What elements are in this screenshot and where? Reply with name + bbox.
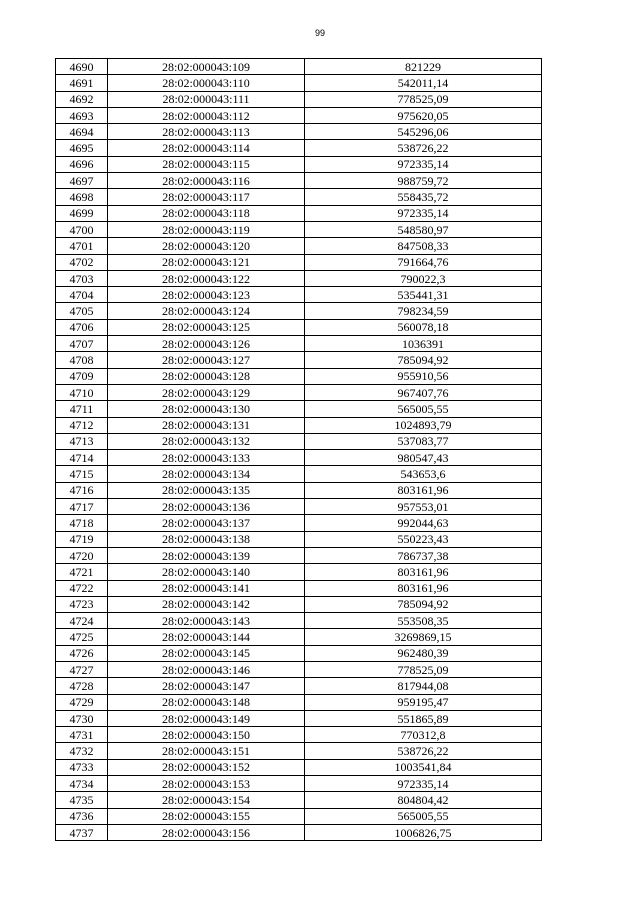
table-row	[56, 678, 542, 694]
row-number-cell: 4701	[56, 238, 108, 254]
cadastral-value-cell: 543653,6	[305, 466, 542, 482]
row-number-cell: 4722	[56, 580, 108, 596]
cadastral-number-cell: 28:02:000043:139	[108, 547, 305, 563]
cadastral-value-cell: 1006826,75	[305, 824, 542, 840]
cadastral-value-cell: 778525,09	[305, 91, 542, 107]
table-row	[56, 515, 542, 531]
table-row	[56, 661, 542, 677]
cadastral-number-cell: 28:02:000043:149	[108, 710, 305, 726]
cadastral-value-cell: 980547,43	[305, 450, 542, 466]
row-number-cell: 4725	[56, 629, 108, 645]
cadastral-number-cell: 28:02:000043:123	[108, 287, 305, 303]
row-number-cell: 4709	[56, 368, 108, 384]
cadastral-number-cell: 28:02:000043:117	[108, 189, 305, 205]
cadastral-value-cell: 959195,47	[305, 694, 542, 710]
table-row	[56, 710, 542, 726]
cadastral-value-cell: 778525,09	[305, 661, 542, 677]
cadastral-value-cell: 558435,72	[305, 189, 542, 205]
row-number-cell: 4708	[56, 352, 108, 368]
cadastral-value-cell: 817944,08	[305, 678, 542, 694]
row-number-cell: 4694	[56, 124, 108, 140]
table-row	[56, 254, 542, 270]
cadastral-number-cell: 28:02:000043:137	[108, 515, 305, 531]
table-row	[56, 303, 542, 319]
row-number-cell: 4693	[56, 107, 108, 123]
cadastral-value-cell: 550223,43	[305, 531, 542, 547]
row-number-cell: 4704	[56, 287, 108, 303]
cadastral-number-cell: 28:02:000043:121	[108, 254, 305, 270]
row-number-cell: 4728	[56, 678, 108, 694]
cadastral-value-cell: 553508,35	[305, 613, 542, 629]
cadastral-number-cell: 28:02:000043:125	[108, 319, 305, 335]
row-number-cell: 4719	[56, 531, 108, 547]
cadastral-value-cell: 791664,76	[305, 254, 542, 270]
row-number-cell: 4705	[56, 303, 108, 319]
row-number-cell: 4727	[56, 661, 108, 677]
cadastral-number-cell: 28:02:000043:115	[108, 156, 305, 172]
table-row	[56, 352, 542, 368]
row-number-cell: 4690	[56, 59, 108, 75]
row-number-cell: 4717	[56, 499, 108, 515]
cadastral-value-cell: 821229	[305, 59, 542, 75]
table-row	[56, 221, 542, 237]
table-row	[56, 792, 542, 808]
cadastral-value-cell: 803161,96	[305, 482, 542, 498]
table-row	[56, 808, 542, 824]
row-number-cell: 4707	[56, 336, 108, 352]
cadastral-value-cell: 992044,63	[305, 515, 542, 531]
cadastral-number-cell: 28:02:000043:151	[108, 743, 305, 759]
row-number-cell: 4737	[56, 824, 108, 840]
table-row	[56, 580, 542, 596]
row-number-cell: 4714	[56, 450, 108, 466]
cadastral-number-cell: 28:02:000043:143	[108, 613, 305, 629]
row-number-cell: 4711	[56, 401, 108, 417]
cadastral-number-cell: 28:02:000043:152	[108, 759, 305, 775]
row-number-cell: 4731	[56, 727, 108, 743]
table-row	[56, 629, 542, 645]
cadastral-number-cell: 28:02:000043:122	[108, 270, 305, 286]
table-row	[56, 727, 542, 743]
cadastral-value-cell: 542011,14	[305, 75, 542, 91]
table-row	[56, 336, 542, 352]
row-number-cell: 4698	[56, 189, 108, 205]
cadastral-number-cell: 28:02:000043:153	[108, 776, 305, 792]
table-row	[56, 564, 542, 580]
cadastral-value-cell: 1003541,84	[305, 759, 542, 775]
table-row	[56, 205, 542, 221]
cadastral-value-cell: 955910,56	[305, 368, 542, 384]
cadastral-number-cell: 28:02:000043:131	[108, 417, 305, 433]
table-row	[56, 173, 542, 189]
cadastral-number-cell: 28:02:000043:146	[108, 661, 305, 677]
table-row	[56, 287, 542, 303]
row-number-cell: 4721	[56, 564, 108, 580]
table-row	[56, 499, 542, 515]
cadastral-number-cell: 28:02:000043:150	[108, 727, 305, 743]
table-row	[56, 531, 542, 547]
table-row	[56, 124, 542, 140]
cadastral-value-cell: 790022,3	[305, 270, 542, 286]
table-row	[56, 450, 542, 466]
cadastral-number-cell: 28:02:000043:133	[108, 450, 305, 466]
cadastral-value-cell: 535441,31	[305, 287, 542, 303]
table-row	[56, 319, 542, 335]
cadastral-number-cell: 28:02:000043:110	[108, 75, 305, 91]
cadastral-value-cell: 967407,76	[305, 384, 542, 400]
cadastral-number-cell: 28:02:000043:128	[108, 368, 305, 384]
row-number-cell: 4699	[56, 205, 108, 221]
cadastral-value-cell: 786737,38	[305, 547, 542, 563]
row-number-cell: 4729	[56, 694, 108, 710]
cadastral-value-cell: 1024893,79	[305, 417, 542, 433]
cadastral-number-cell: 28:02:000043:141	[108, 580, 305, 596]
table-row	[56, 776, 542, 792]
cadastral-number-cell: 28:02:000043:120	[108, 238, 305, 254]
cadastral-value-cell: 975620,05	[305, 107, 542, 123]
cadastral-number-cell: 28:02:000043:155	[108, 808, 305, 824]
table-row	[56, 596, 542, 612]
cadastral-number-cell: 28:02:000043:118	[108, 205, 305, 221]
table-row	[56, 433, 542, 449]
cadastral-number-cell: 28:02:000043:134	[108, 466, 305, 482]
row-number-cell: 4692	[56, 91, 108, 107]
cadastral-number-cell: 28:02:000043:142	[108, 596, 305, 612]
cadastral-value-cell: 972335,14	[305, 205, 542, 221]
table-row	[56, 417, 542, 433]
cadastral-value-cell: 545296,06	[305, 124, 542, 140]
cadastral-value-cell: 770312,8	[305, 727, 542, 743]
table-row	[56, 384, 542, 400]
row-number-cell: 4730	[56, 710, 108, 726]
cadastral-value-cell: 803161,96	[305, 564, 542, 580]
row-number-cell: 4723	[56, 596, 108, 612]
cadastral-number-cell: 28:02:000043:136	[108, 499, 305, 515]
cadastral-value-cell: 785094,92	[305, 596, 542, 612]
table-row	[56, 91, 542, 107]
cadastral-number-cell: 28:02:000043:132	[108, 433, 305, 449]
table-row	[56, 107, 542, 123]
table-row	[56, 613, 542, 629]
row-number-cell: 4726	[56, 645, 108, 661]
table-row	[56, 759, 542, 775]
row-number-cell: 4710	[56, 384, 108, 400]
cadastral-number-cell: 28:02:000043:124	[108, 303, 305, 319]
cadastral-number-cell: 28:02:000043:114	[108, 140, 305, 156]
row-number-cell: 4715	[56, 466, 108, 482]
table-body	[56, 59, 542, 841]
cadastral-number-cell: 28:02:000043:127	[108, 352, 305, 368]
row-number-cell: 4724	[56, 613, 108, 629]
cadastral-value-cell: 538726,22	[305, 140, 542, 156]
cadastral-value-cell: 1036391	[305, 336, 542, 352]
cadastral-value-cell: 548580,97	[305, 221, 542, 237]
table-row	[56, 238, 542, 254]
row-number-cell: 4716	[56, 482, 108, 498]
table-row	[56, 401, 542, 417]
row-number-cell: 4696	[56, 156, 108, 172]
row-number-cell: 4720	[56, 547, 108, 563]
cadastral-value-cell: 803161,96	[305, 580, 542, 596]
page-number: 99	[314, 28, 325, 38]
cadastral-number-cell: 28:02:000043:135	[108, 482, 305, 498]
row-number-cell: 4732	[56, 743, 108, 759]
cadastral-number-cell: 28:02:000043:109	[108, 59, 305, 75]
cadastral-number-cell: 28:02:000043:138	[108, 531, 305, 547]
table-row	[56, 743, 542, 759]
row-number-cell: 4695	[56, 140, 108, 156]
row-number-cell: 4702	[56, 254, 108, 270]
cadastral-number-cell: 28:02:000043:112	[108, 107, 305, 123]
cadastral-value-cell: 538726,22	[305, 743, 542, 759]
cadastral-value-cell: 3269869,15	[305, 629, 542, 645]
cadastral-number-cell: 28:02:000043:119	[108, 221, 305, 237]
table-row	[56, 547, 542, 563]
row-number-cell: 4718	[56, 515, 108, 531]
cadastral-number-cell: 28:02:000043:129	[108, 384, 305, 400]
row-number-cell: 4712	[56, 417, 108, 433]
cadastral-value-cell: 560078,18	[305, 319, 542, 335]
cadastral-number-cell: 28:02:000043:111	[108, 91, 305, 107]
table-row	[56, 270, 542, 286]
cadastral-value-table	[55, 58, 542, 841]
row-number-cell: 4713	[56, 433, 108, 449]
table-row	[56, 156, 542, 172]
cadastral-value-cell: 785094,92	[305, 352, 542, 368]
cadastral-number-cell: 28:02:000043:144	[108, 629, 305, 645]
cadastral-value-cell: 962480,39	[305, 645, 542, 661]
cadastral-value-cell: 972335,14	[305, 776, 542, 792]
table-row	[56, 824, 542, 840]
table-row	[56, 368, 542, 384]
cadastral-number-cell: 28:02:000043:116	[108, 173, 305, 189]
cadastral-value-cell: 537083,77	[305, 433, 542, 449]
cadastral-number-cell: 28:02:000043:140	[108, 564, 305, 580]
cadastral-value-cell: 565005,55	[305, 401, 542, 417]
table-row	[56, 466, 542, 482]
cadastral-value-cell: 551865,89	[305, 710, 542, 726]
row-number-cell: 4735	[56, 792, 108, 808]
table-row	[56, 75, 542, 91]
cadastral-value-cell: 798234,59	[305, 303, 542, 319]
cadastral-value-cell: 988759,72	[305, 173, 542, 189]
cadastral-number-cell: 28:02:000043:147	[108, 678, 305, 694]
table-row	[56, 645, 542, 661]
row-number-cell: 4697	[56, 173, 108, 189]
cadastral-value-cell: 957553,01	[305, 499, 542, 515]
cadastral-number-cell: 28:02:000043:154	[108, 792, 305, 808]
cadastral-number-cell: 28:02:000043:126	[108, 336, 305, 352]
cadastral-value-cell: 972335,14	[305, 156, 542, 172]
row-number-cell: 4733	[56, 759, 108, 775]
cadastral-value-cell: 565005,55	[305, 808, 542, 824]
row-number-cell: 4734	[56, 776, 108, 792]
row-number-cell: 4691	[56, 75, 108, 91]
table-row	[56, 482, 542, 498]
table-row	[56, 189, 542, 205]
row-number-cell: 4700	[56, 221, 108, 237]
cadastral-number-cell: 28:02:000043:113	[108, 124, 305, 140]
table-row	[56, 694, 542, 710]
cadastral-number-cell: 28:02:000043:130	[108, 401, 305, 417]
row-number-cell: 4703	[56, 270, 108, 286]
table-row	[56, 59, 542, 75]
row-number-cell: 4736	[56, 808, 108, 824]
cadastral-number-cell: 28:02:000043:145	[108, 645, 305, 661]
cadastral-value-cell: 847508,33	[305, 238, 542, 254]
cadastral-value-cell: 804804,42	[305, 792, 542, 808]
cadastral-number-cell: 28:02:000043:156	[108, 824, 305, 840]
row-number-cell: 4706	[56, 319, 108, 335]
cadastral-number-cell: 28:02:000043:148	[108, 694, 305, 710]
table-row	[56, 140, 542, 156]
